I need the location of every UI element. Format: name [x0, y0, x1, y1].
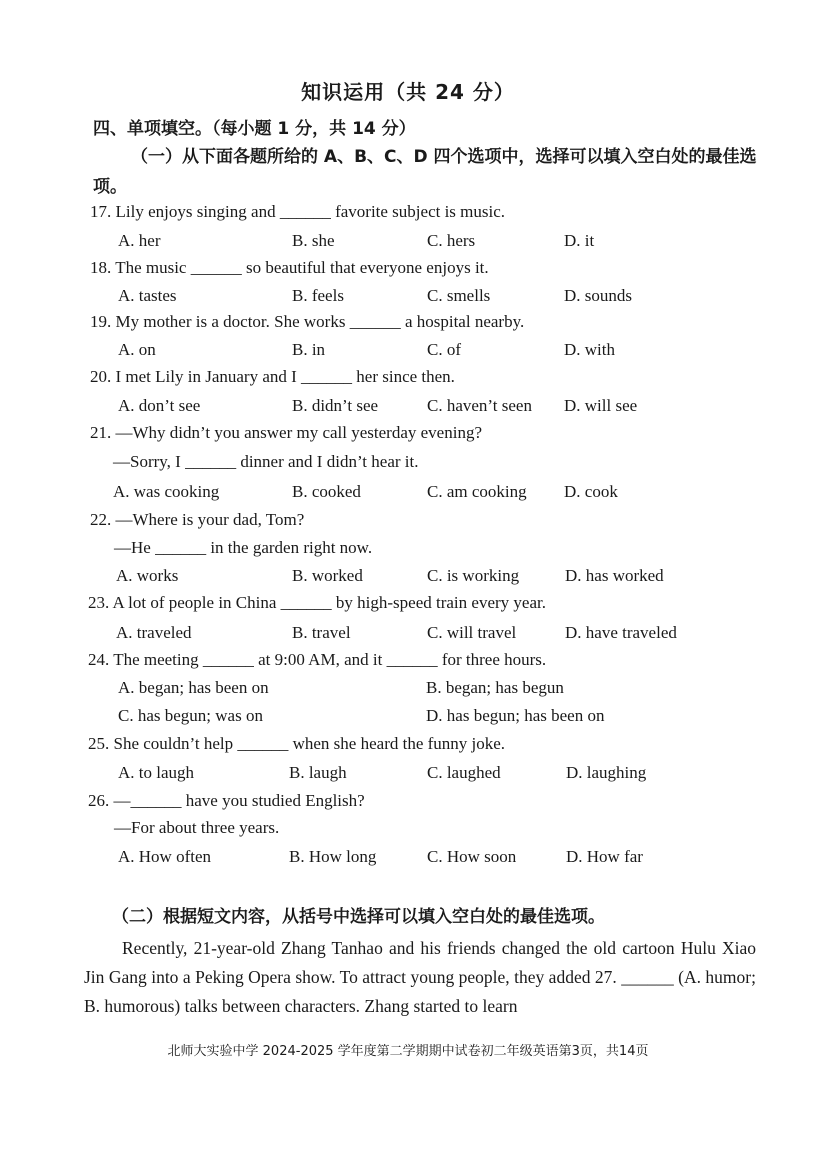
reading-passage	[84, 934, 756, 1021]
question-stem: 23. A lot of people in China ______ by high-speed train every year.	[88, 593, 546, 612]
question-stem: 19. My mother is a doctor. She works ______ a hospital nearby.	[90, 312, 525, 331]
part2-instruction: （二）根据短文内容，从括号中选择可以填入空白处的最佳选项。	[112, 907, 605, 927]
question-stem-reply: —He ______ in the garden right now.	[114, 538, 373, 557]
option-row	[118, 286, 758, 310]
question-stem: 21. —Why didn’t you answer my call yesterday evening?	[90, 423, 482, 442]
option-c: C. haven’t seen	[427, 396, 532, 415]
option-a: A. works	[116, 566, 179, 585]
option-a: A. her	[118, 231, 161, 250]
option-b: B. travel	[292, 623, 351, 642]
option-b: B. cooked	[292, 482, 361, 501]
option-a: A. don’t see	[118, 396, 201, 415]
option-d: D. laughing	[566, 763, 647, 782]
option-a: A. began; has been on	[118, 678, 269, 697]
option-b: B. began; has begun	[426, 678, 564, 697]
option-b: B. didn’t see	[292, 396, 379, 415]
option-d: D. sounds	[564, 286, 633, 305]
option-d: D. cook	[564, 482, 618, 501]
option-c: C. smells	[427, 286, 491, 305]
page-footer: 北师大实验中学 2024-2025 学年度第二学期期中试卷初二年级英语第3页，共14页	[167, 1044, 649, 1059]
option-b: B. laugh	[289, 763, 347, 782]
option-row	[118, 763, 758, 787]
option-row	[118, 706, 758, 730]
option-a: A. was cooking	[113, 482, 220, 501]
question-stem-reply: —For about three years.	[114, 818, 280, 837]
option-d: D. have traveled	[565, 623, 677, 642]
option-row	[118, 847, 758, 871]
option-row	[118, 340, 758, 364]
question-stem: 24. The meeting ______ at 9:00 AM, and it ______ for three hours.	[88, 650, 547, 669]
option-b: B. How long	[289, 847, 377, 866]
option-d: D. with	[564, 340, 615, 359]
option-c: C. of	[427, 340, 461, 359]
option-d: D. will see	[564, 396, 638, 415]
option-row	[118, 396, 758, 420]
question-stem: 17. Lily enjoys singing and ______ favorite subject is music.	[90, 202, 506, 221]
option-c: C. hers	[427, 231, 476, 250]
option-a: A. on	[118, 340, 156, 359]
option-d: D. has worked	[565, 566, 664, 585]
question-stem: 26. —______ have you studied English?	[88, 791, 365, 810]
option-a: A. to laugh	[118, 763, 195, 782]
option-a: A. tastes	[118, 286, 177, 305]
option-row	[116, 623, 756, 647]
question-stem: 22. —Where is your dad, Tom?	[90, 510, 305, 529]
question-stem: 18. The music ______ so beautiful that everyone enjoys it.	[90, 258, 489, 277]
option-b: B. worked	[292, 566, 363, 585]
option-row	[113, 482, 753, 506]
option-d: D. has begun; has been on	[426, 706, 605, 725]
option-c: C. is working	[427, 566, 520, 585]
passage-paragraph: Recently, 21-year-old Zhang Tanhao and his friends changed the old cartoon Hulu Xiao Jin Gang into a Peking Opera show. To attract young people, they added 27. ______ (A. humor; B. humorous) talks between characters. Zhang started to learn	[84, 938, 756, 1016]
question-stem-reply: —Sorry, I ______ dinner and I didn’t hear it.	[113, 452, 419, 471]
option-a: A. traveled	[116, 623, 192, 642]
option-row	[118, 678, 758, 702]
option-c: C. laughed	[427, 763, 501, 782]
section-heading: 四、单项填空。（每小题 1 分，共 14 分）	[93, 119, 416, 139]
option-b: B. she	[292, 231, 335, 250]
option-row	[116, 566, 756, 590]
option-c: C. am cooking	[427, 482, 527, 501]
option-d: D. How far	[566, 847, 643, 866]
question-stem: 20. I met Lily in January and I ______ her since then.	[90, 367, 455, 386]
option-b: B. feels	[292, 286, 344, 305]
option-c: C. has begun; was on	[118, 706, 263, 725]
page-title: 知识运用（共 24 分）	[301, 80, 515, 104]
part1-instruction: （一）从下面各题所给的 A、B、C、D 四个选项中，选择可以填入空白处的最佳选项。	[93, 147, 757, 197]
option-d: D. it	[564, 231, 595, 250]
option-a: A. How often	[118, 847, 212, 866]
option-c: C. will travel	[427, 623, 517, 642]
option-row	[118, 231, 758, 255]
question-stem: 25. She couldn’t help ______ when she heard the funny joke.	[88, 734, 506, 753]
option-b: B. in	[292, 340, 326, 359]
option-c: C. How soon	[427, 847, 517, 866]
